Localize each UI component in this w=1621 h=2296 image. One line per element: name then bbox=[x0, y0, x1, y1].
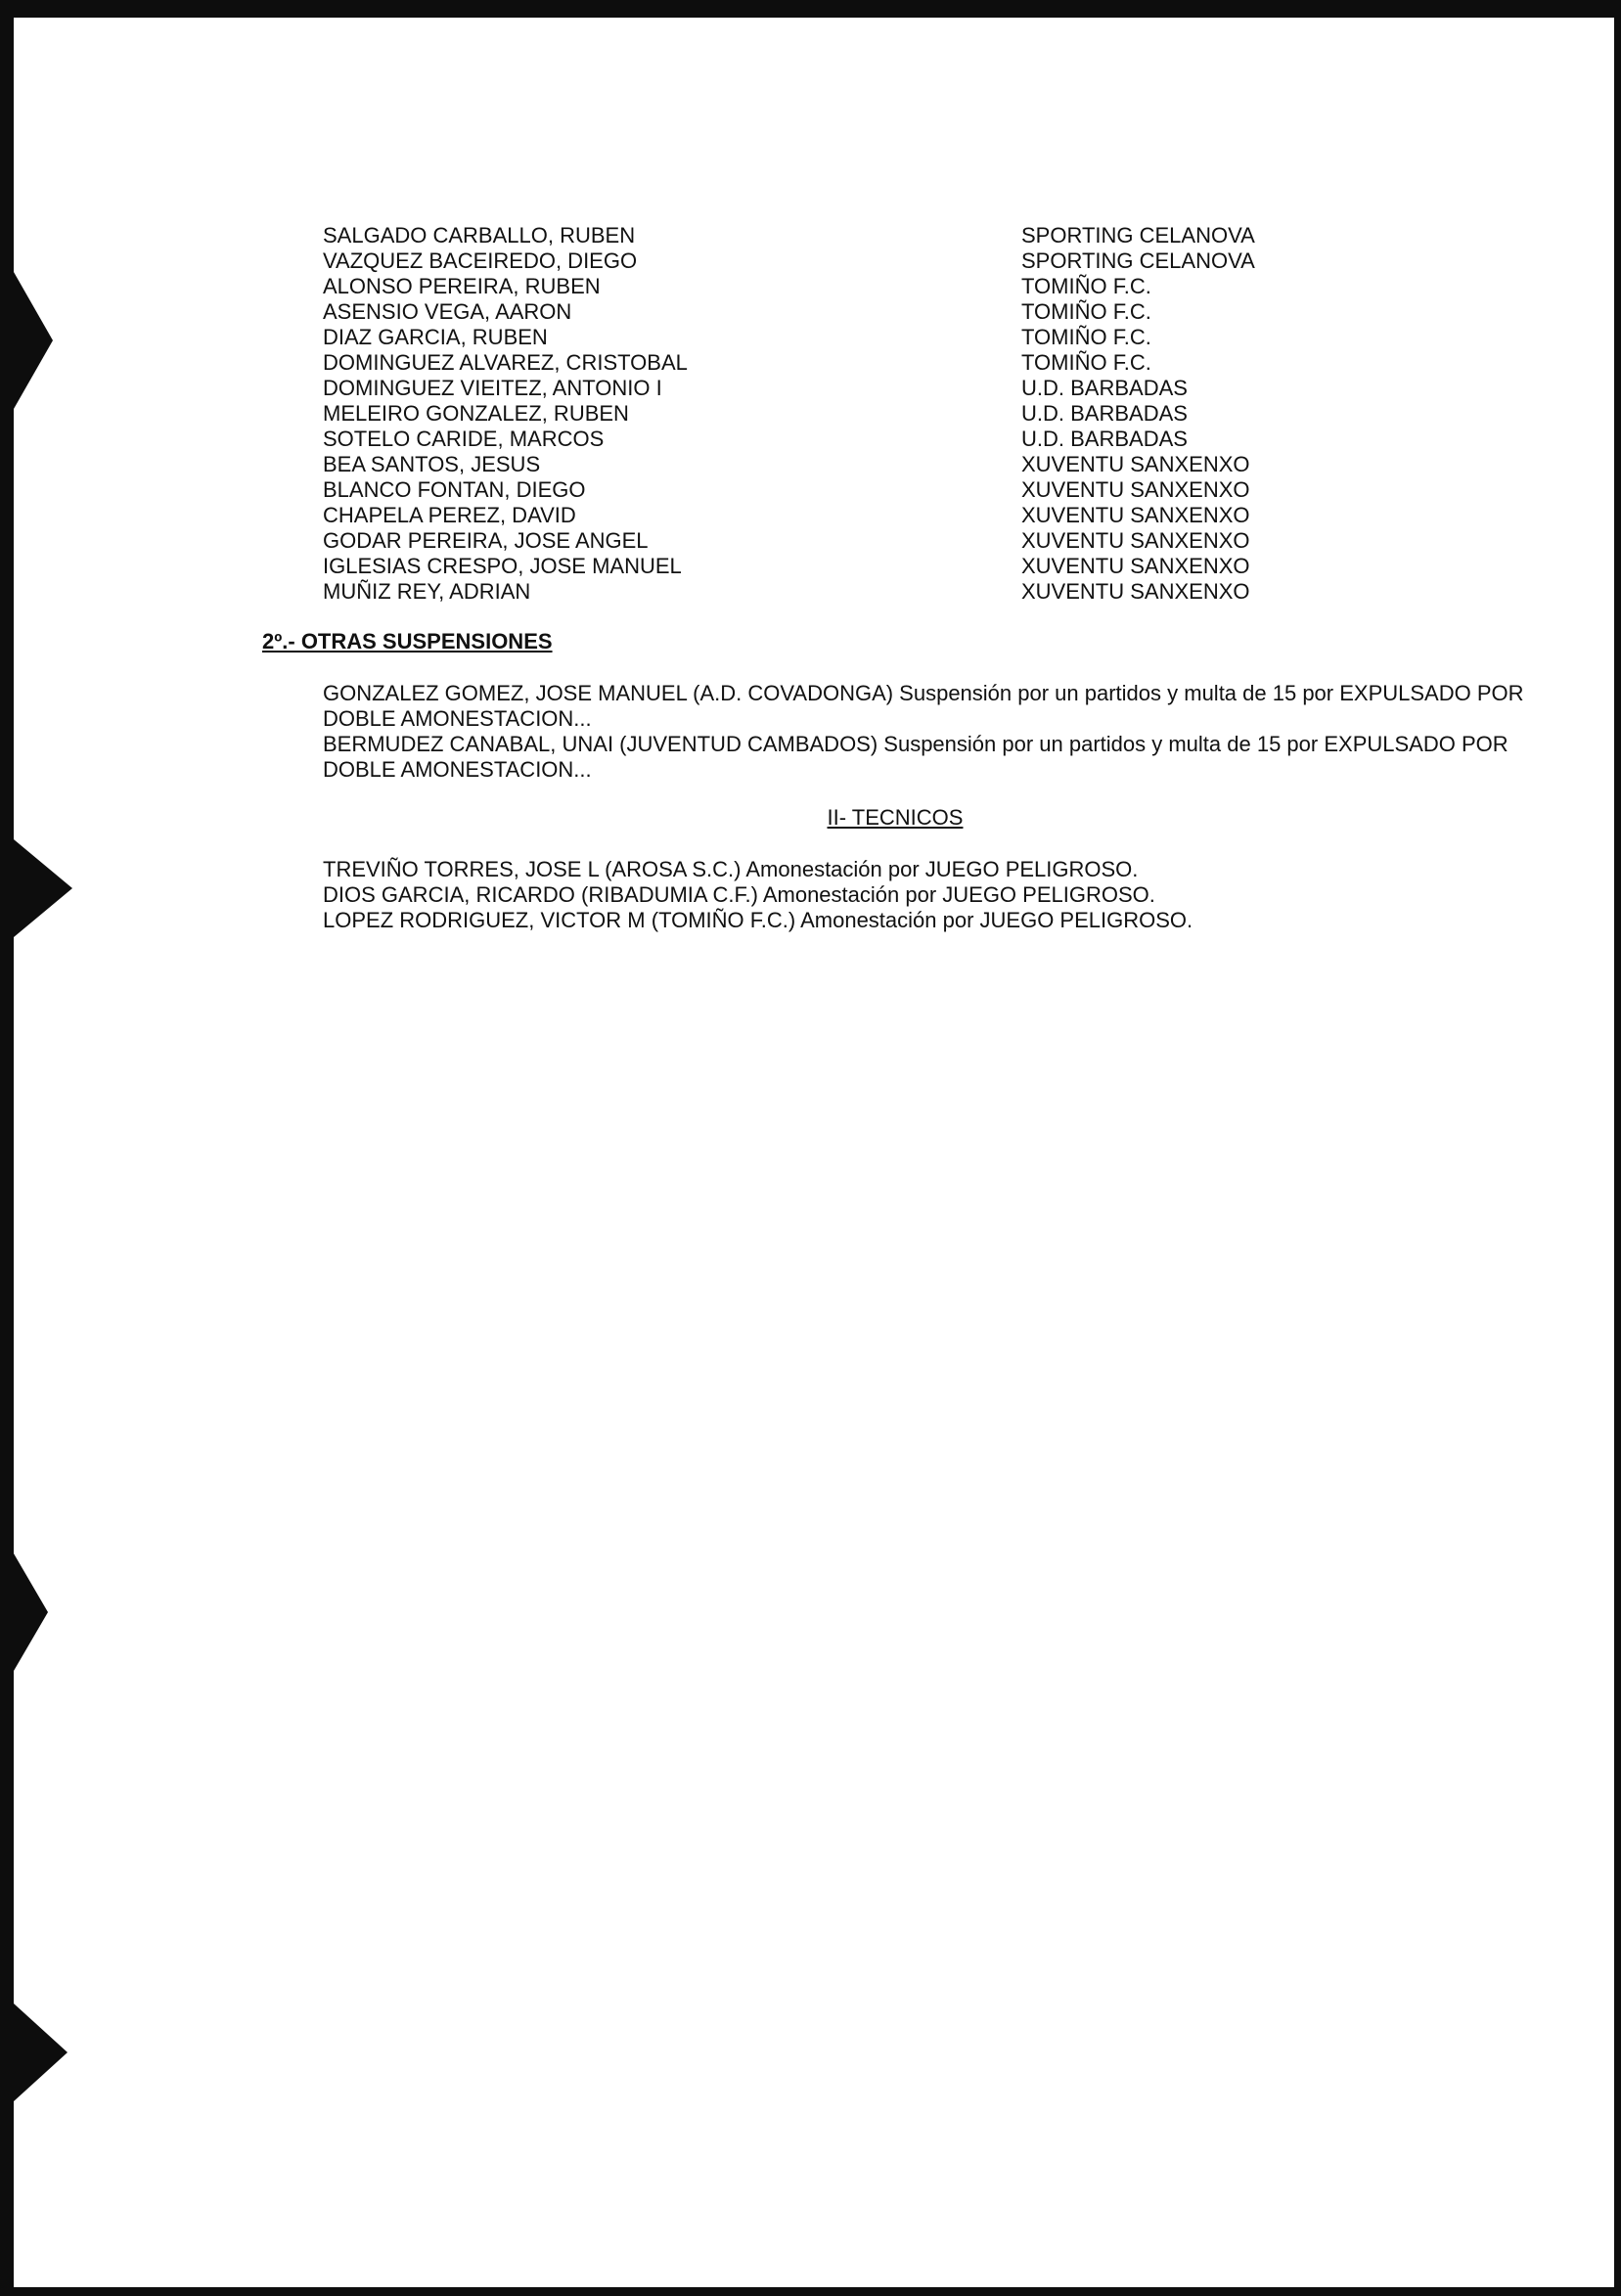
player-team: XUVENTU SANXENXO bbox=[1021, 528, 1250, 553]
player-team: XUVENTU SANXENXO bbox=[1021, 477, 1250, 502]
player-row bbox=[323, 427, 1399, 452]
player-row bbox=[323, 223, 1399, 248]
player-row bbox=[323, 248, 1399, 274]
player-row bbox=[323, 579, 1399, 605]
player-team: XUVENTU SANXENXO bbox=[1021, 503, 1250, 527]
player-row bbox=[323, 477, 1399, 503]
player-team: TOMIÑO F.C. bbox=[1021, 325, 1151, 349]
player-name: DOMINGUEZ ALVAREZ, CRISTOBAL bbox=[323, 350, 688, 375]
player-row bbox=[323, 452, 1399, 477]
player-row bbox=[323, 376, 1399, 401]
tecnicos-list bbox=[323, 857, 1526, 933]
player-team: U.D. BARBADAS bbox=[1021, 401, 1188, 426]
player-name: IGLESIAS CRESPO, JOSE MANUEL bbox=[323, 554, 682, 578]
otras-suspensiones-heading: 2º.- OTRAS SUSPENSIONES bbox=[262, 629, 553, 653]
document-body bbox=[14, 18, 1614, 2287]
player-team: SPORTING CELANOVA bbox=[1021, 248, 1255, 273]
player-team: TOMIÑO F.C. bbox=[1021, 274, 1151, 298]
player-list bbox=[323, 223, 1399, 605]
player-name: DIAZ GARCIA, RUBEN bbox=[323, 325, 548, 349]
player-row bbox=[323, 350, 1399, 376]
player-team: XUVENTU SANXENXO bbox=[1021, 554, 1250, 578]
player-name: SOTELO CARIDE, MARCOS bbox=[323, 427, 605, 451]
player-name: BLANCO FONTAN, DIEGO bbox=[323, 477, 586, 502]
tecnicos-heading: II- TECNICOS bbox=[827, 805, 964, 830]
tecnico-entry: LOPEZ RODRIGUEZ, VICTOR M (TOMIÑO F.C.) Amonestación por JUEGO PELIGROSO. bbox=[323, 908, 1193, 932]
player-row bbox=[323, 528, 1399, 554]
player-team: SPORTING CELANOVA bbox=[1021, 223, 1255, 248]
player-name: GODAR PEREIRA, JOSE ANGEL bbox=[323, 528, 649, 553]
suspension-entry: BERMUDEZ CANABAL, UNAI (JUVENTUD CAMBADOS) Suspensión por un partidos y multa de 15 por EXPULSADO POR DOBLE AMONESTACION... bbox=[323, 732, 1508, 782]
player-team: TOMIÑO F.C. bbox=[1021, 350, 1151, 375]
player-team: U.D. BARBADAS bbox=[1021, 427, 1188, 451]
player-team: U.D. BARBADAS bbox=[1021, 376, 1188, 400]
player-row bbox=[323, 554, 1399, 579]
suspension-list bbox=[323, 681, 1526, 783]
tecnico-entry: DIOS GARCIA, RICARDO (RIBADUMIA C.F.) Amonestación por JUEGO PELIGROSO. bbox=[323, 882, 1155, 907]
document-page bbox=[14, 18, 1614, 2287]
player-name: CHAPELA PEREZ, DAVID bbox=[323, 503, 576, 527]
player-name: SALGADO CARBALLO, RUBEN bbox=[323, 223, 636, 248]
player-row bbox=[323, 274, 1399, 299]
tecnico-entry: TREVIÑO TORRES, JOSE L (AROSA S.C.) Amonestación por JUEGO PELIGROSO. bbox=[323, 857, 1139, 881]
player-name: ASENSIO VEGA, AARON bbox=[323, 299, 572, 324]
player-team: XUVENTU SANXENXO bbox=[1021, 579, 1250, 604]
player-name: VAZQUEZ BACEIREDO, DIEGO bbox=[323, 248, 638, 273]
player-row bbox=[323, 299, 1399, 325]
player-name: ALONSO PEREIRA, RUBEN bbox=[323, 274, 601, 298]
player-name: DOMINGUEZ VIEITEZ, ANTONIO I bbox=[323, 376, 662, 400]
player-row bbox=[323, 503, 1399, 528]
player-name: MELEIRO GONZALEZ, RUBEN bbox=[323, 401, 629, 426]
player-row bbox=[323, 325, 1399, 350]
player-team: XUVENTU SANXENXO bbox=[1021, 452, 1250, 476]
player-row bbox=[323, 401, 1399, 427]
suspension-entry: GONZALEZ GOMEZ, JOSE MANUEL (A.D. COVADONGA) Suspensión por un partidos y multa de 15 por EXPULSADO POR DOBLE AMONESTACION... bbox=[323, 681, 1524, 731]
player-name: MUÑIZ REY, ADRIAN bbox=[323, 579, 531, 604]
player-name: BEA SANTOS, JESUS bbox=[323, 452, 541, 476]
player-team: TOMIÑO F.C. bbox=[1021, 299, 1151, 324]
